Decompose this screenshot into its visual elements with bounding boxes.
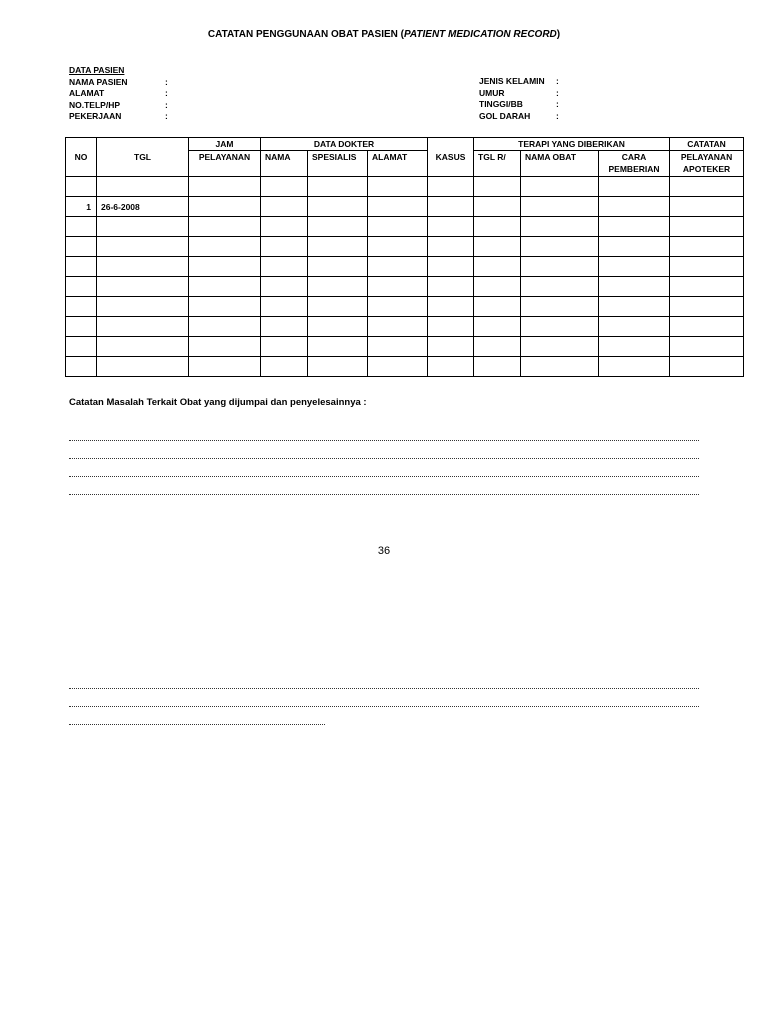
table-cell <box>308 297 368 317</box>
field-label-alamat: ALAMAT <box>69 88 105 98</box>
table-cell <box>428 277 474 297</box>
table-cell <box>261 257 308 277</box>
cell-no <box>66 337 97 357</box>
table-cell <box>261 197 308 217</box>
table-row <box>66 297 744 317</box>
table-cell <box>189 297 261 317</box>
table-cell <box>368 197 428 217</box>
notes-heading: Catatan Masalah Terkait Obat yang dijumpai dan penyelesainnya : <box>69 397 367 408</box>
table-cell <box>261 357 308 377</box>
cell-no <box>66 357 97 377</box>
header-cara-pemberian: CARA PEMBERIAN <box>599 151 670 177</box>
table-cell <box>428 357 474 377</box>
table-cell <box>308 337 368 357</box>
table-cell <box>189 217 261 237</box>
table-cell <box>474 317 521 337</box>
table-row <box>66 237 744 257</box>
table-cell <box>428 257 474 277</box>
table-cell <box>368 217 428 237</box>
cell-tgl: 26-6-2008 <box>97 197 189 217</box>
cell-tgl <box>97 337 189 357</box>
table-cell <box>474 257 521 277</box>
table-cell <box>670 217 744 237</box>
table-cell <box>261 317 308 337</box>
table-cell <box>521 217 599 237</box>
field-label-tinggi-bb: TINGGI/BB <box>479 99 523 109</box>
table-row <box>66 317 744 337</box>
table-cell <box>368 297 428 317</box>
page-number: 36 <box>377 545 391 557</box>
table-cell <box>599 337 670 357</box>
table-row <box>66 217 744 237</box>
page-title-italic: PATIENT MEDICATION RECORD <box>403 29 557 40</box>
cell-tgl <box>97 217 189 237</box>
cell-no <box>66 257 97 277</box>
table-cell <box>368 357 428 377</box>
table-cell <box>521 257 599 277</box>
table-cell <box>670 337 744 357</box>
dotted-line <box>69 706 699 707</box>
header-nama-obat: NAMA OBAT <box>521 151 599 177</box>
table-cell <box>599 217 670 237</box>
table-cell <box>368 317 428 337</box>
dotted-line <box>69 458 699 459</box>
field-label-jenis-kelamin: JENIS KELAMIN <box>479 76 545 86</box>
table-cell <box>368 337 428 357</box>
page-title: CATATAN PENGGUNAAN OBAT PASIEN (PATIENT MEDICATION RECORD) <box>207 29 561 40</box>
medication-record-table <box>65 137 744 377</box>
table-cell <box>189 237 261 257</box>
field-label-pekerjaan: PEKERJAAN <box>69 111 122 121</box>
cell-no <box>66 237 97 257</box>
table-cell <box>521 297 599 317</box>
table-cell <box>189 277 261 297</box>
cell-tgl <box>97 297 189 317</box>
table-row <box>66 357 744 377</box>
table-cell <box>189 317 261 337</box>
cell-no <box>66 297 97 317</box>
table-cell <box>261 237 308 257</box>
field-label-nama-pasien: NAMA PASIEN <box>69 76 128 87</box>
table-row <box>66 257 744 277</box>
table-cell <box>670 297 744 317</box>
table-cell <box>261 217 308 237</box>
table-cell <box>308 197 368 217</box>
table-cell <box>599 197 670 217</box>
table-cell <box>474 217 521 237</box>
cell-tgl <box>97 237 189 257</box>
table-cell <box>670 237 744 257</box>
table-cell <box>521 237 599 257</box>
header-kasus: KASUS <box>428 138 474 177</box>
cell-no: 1 <box>66 197 97 217</box>
table-cell <box>599 297 670 317</box>
table-cell <box>670 277 744 297</box>
cell-no <box>66 217 97 237</box>
table-cell <box>428 337 474 357</box>
table-cell <box>261 277 308 297</box>
table-cell <box>474 357 521 377</box>
cell-tgl <box>97 357 189 377</box>
table-cell <box>474 237 521 257</box>
dotted-line <box>69 476 699 477</box>
patient-data-left: DATA PASIEN NAMA PASIEN : ALAMAT : NO.TELP/HP : PEKERJAAN : <box>69 65 168 121</box>
patient-data-heading: DATA PASIEN <box>69 65 125 75</box>
table-cell <box>428 197 474 217</box>
dotted-line <box>69 724 325 725</box>
table-cell <box>368 237 428 257</box>
table-cell <box>474 197 521 217</box>
dotted-line <box>69 494 699 495</box>
field-label-telp: NO.TELP/HP <box>69 99 121 110</box>
field-label-gol-darah: GOL DARAH <box>479 110 531 121</box>
table-cell <box>670 197 744 217</box>
table-cell <box>308 217 368 237</box>
table-cell <box>670 357 744 377</box>
cell-tgl <box>97 277 189 297</box>
table-cell <box>368 257 428 277</box>
table-cell <box>261 337 308 357</box>
table-cell <box>521 357 599 377</box>
table-cell <box>521 337 599 357</box>
table-cell <box>428 237 474 257</box>
header-spesialis: SPESIALIS <box>308 151 368 177</box>
table-cell <box>308 257 368 277</box>
table-cell <box>308 317 368 337</box>
dotted-line <box>69 440 699 441</box>
table-cell <box>599 277 670 297</box>
table-cell <box>308 277 368 297</box>
header-terapi: TERAPI YANG DIBERIKAN <box>474 138 670 151</box>
table-cell <box>189 257 261 277</box>
table-row <box>66 277 744 297</box>
header-pelayanan: PELAYANAN <box>189 151 261 177</box>
cell-tgl <box>97 257 189 277</box>
table-cell <box>599 257 670 277</box>
table-cell <box>189 337 261 357</box>
table-cell <box>521 277 599 297</box>
table-cell <box>474 277 521 297</box>
header-alamat: ALAMAT <box>368 151 428 177</box>
table-cell <box>308 357 368 377</box>
patient-data-right: JENIS KELAMIN : UMUR : TINGGI/BB : GOL DARAH : <box>479 76 559 121</box>
table-cell <box>428 297 474 317</box>
table-row <box>66 337 744 357</box>
table-cell <box>189 197 261 217</box>
cell-tgl <box>97 317 189 337</box>
table-cell <box>368 277 428 297</box>
table-cell <box>670 257 744 277</box>
table-cell <box>599 237 670 257</box>
table-cell <box>261 297 308 317</box>
header-nama: NAMA <box>261 151 308 177</box>
table-cell <box>189 357 261 377</box>
table-cell <box>428 317 474 337</box>
header-jam: JAM <box>189 138 261 151</box>
header-tgl-r: TGL R/ <box>474 151 521 177</box>
table-cell <box>428 217 474 237</box>
table-cell <box>474 337 521 357</box>
cell-no <box>66 277 97 297</box>
table-cell <box>521 197 599 217</box>
header-data-dokter: DATA DOKTER <box>261 138 428 151</box>
field-label-umur: UMUR <box>479 87 505 98</box>
table-cell <box>670 317 744 337</box>
header-catatan: CATATAN <box>670 138 744 151</box>
table-cell <box>521 317 599 337</box>
dotted-line <box>69 688 699 689</box>
table-row <box>66 197 744 217</box>
header-tgl: TGL <box>97 138 189 177</box>
table-cell <box>474 297 521 317</box>
header-catatan-pelayanan: PELAYANAN APOTEKER <box>670 151 744 177</box>
table-cell <box>308 237 368 257</box>
header-no: NO <box>66 138 97 177</box>
cell-no <box>66 317 97 337</box>
table-cell <box>599 357 670 377</box>
table-cell <box>599 317 670 337</box>
